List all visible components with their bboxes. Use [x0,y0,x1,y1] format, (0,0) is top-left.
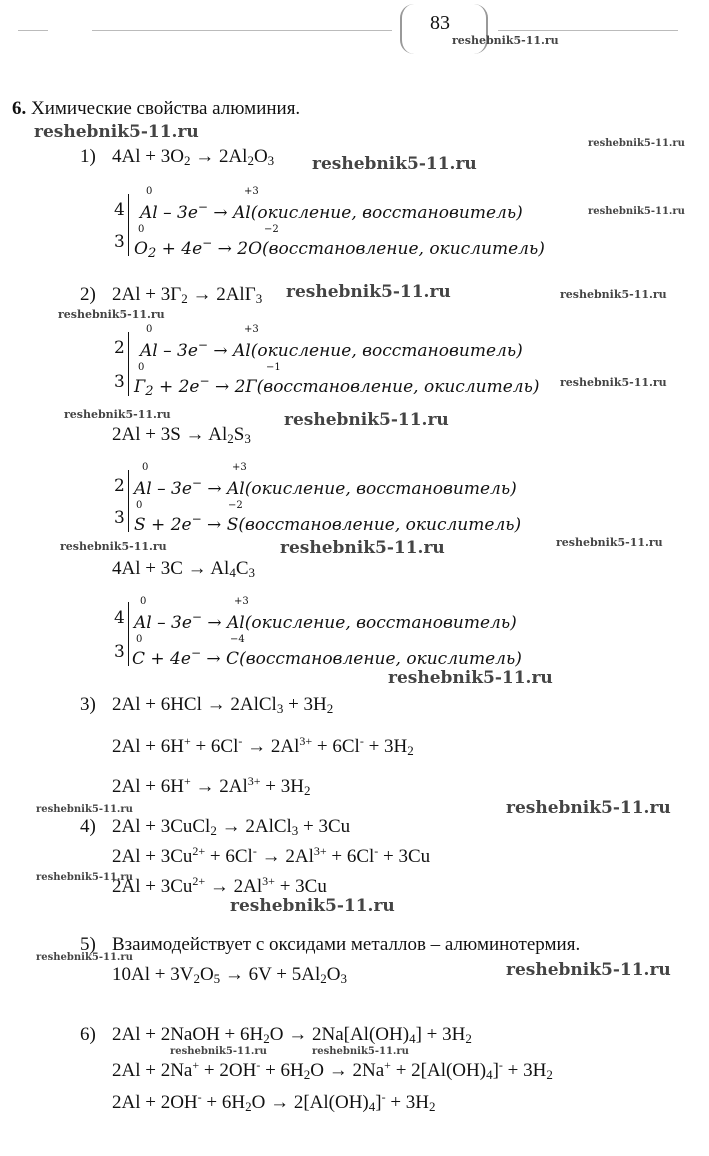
balance-2c-oxidation-line: Al – 3e− → Al(окисление, восстановитель) [134,610,517,633]
balance-2c-ox-state: +3 [234,596,249,607]
balance-1-coef-al: 4 [114,200,125,220]
reaction-3-molecular: 2Al + 6HCl → 2AlCl$_3$ + $3H_2$ [112,694,334,716]
balance-1-ox-state: −2 [264,224,279,235]
balance-2-oxidation-line: Al – 3e− → Al(окисление, восстановитель) [140,338,523,361]
balance-2-coef-al: 2 [114,338,125,358]
oxidation-label: (окисление, восстановитель) [250,203,523,223]
balance-2b-bar [128,470,129,532]
reaction-6-molecular: 2Al + 2NaOH + $6H_2O \to 2Na[Al(OH)_4] + 3H_2$ [112,1024,472,1046]
balance-2-reduction-line: $Г_2 + 2e^-$ → 2Г(восстановление, окислитель) [134,374,540,399]
balance-2-coef-g: 3 [114,372,125,392]
balance-1-ox-state: 0 [146,186,153,197]
reaction-2c-equation: $4Al + 3C \to Al_4C_3$ [112,558,256,580]
watermark: reshebnik5-11.ru [506,798,671,818]
balance-2b-ox-state: 0 [142,462,149,473]
balance-2-ox-state: 0 [146,324,153,335]
watermark: reshebnik5-11.ru [36,952,133,963]
watermark: reshebnik5-11.ru [588,138,685,149]
balance-2c-ox-state: 0 [136,634,143,645]
balance-2b-ox-state: +3 [232,462,247,473]
section-number: 6. [12,98,27,119]
watermark: reshebnik5-11.ru [58,308,165,321]
oxidation-label: (окисление, восстановитель) [250,341,523,361]
balance-2c-bar [128,602,129,666]
reaction-4-short-ionic: $2Al + 3Cu^{2+} \to 2Al^{3+} + 3Cu$ [112,874,327,897]
reduction-label: (восстановление, окислитель) [262,239,545,259]
header-rule-middle [92,30,392,31]
balance-2c-coef-c: 3 [114,642,125,662]
reduction-label: (восстановление, окислитель) [239,649,522,669]
page-number: 83 [430,12,450,34]
balance-2b-ox-state: 0 [136,500,143,511]
balance-1-ox-state: +3 [244,186,259,197]
balance-1-coef-o: 3 [114,232,125,252]
reaction-2-equation: $2Al + 3Г_2 \to 2AlГ_3$ [112,284,263,306]
watermark: reshebnik5-11.ru [230,896,395,916]
reaction-3-full-ionic: $2Al + 6H^+ + 6Cl^- \to 2Al^{3+} + 6Cl^- + 3H_2$ [112,734,414,758]
balance-2b-coef-s: 3 [114,508,125,528]
reaction-6-number: 6) [80,1024,96,1045]
watermark: reshebnik5-11.ru [34,122,199,142]
balance-2b-oxidation-line: Al – 3e− → Al(окисление, восстановитель) [134,476,517,499]
reaction-6-full-ionic: $2Al + 2Na^+ + 2OH^- + 6H_2O \to 2Na^+ + 2[Al(OH)_4]^- + 3H_2$ [112,1058,553,1082]
header-rule-left [18,30,48,31]
header-rule-right [498,30,678,31]
balance-1-bar [128,194,129,256]
reaction-5-number: 5) [80,934,96,955]
balance-2b-reduction-line: S + 2e− → S(восстановление, окислитель) [134,512,522,535]
watermark: reshebnik5-11.ru [280,538,445,558]
watermark: reshebnik5-11.ru [284,410,449,430]
reaction-4-molecular: 2Al + 3CuCl$_2$ → 2AlCl$_3$ + 3Cu [112,816,351,838]
reaction-2-number: 2) [80,284,96,305]
reaction-4-number: 4) [80,816,96,837]
reaction-5-equation: $10Al + 3V_2O_5 \to 6V + 5Al_2O_3$ [112,964,347,986]
section-title: Химические свойства алюминия. [31,98,301,119]
balance-2c-coef-al: 4 [114,608,125,628]
watermark: reshebnik5-11.ru [388,668,553,688]
watermark: reshebnik5-11.ru [560,288,667,301]
oxidation-label: (окисление, восстановитель) [244,613,517,633]
watermark: reshebnik5-11.ru [36,804,133,815]
watermark: reshebnik5-11.ru [286,282,451,302]
reduction-label: (восстановление, окислитель) [256,377,540,397]
watermark: reshebnik5-11.ru [312,1046,409,1057]
watermark: reshebnik5-11.ru [36,872,133,883]
watermark: reshebnik5-11.ru [170,1046,267,1057]
balance-2b-ox-state: −2 [228,500,243,511]
balance-2b-coef-al: 2 [114,476,125,496]
watermark: reshebnik5-11.ru [60,540,167,553]
watermark: reshebnik5-11.ru [506,960,671,980]
reaction-2b-equation: $2Al + 3S \to Al_2S_3$ [112,424,251,446]
reaction-3-number: 3) [80,694,96,715]
balance-2c-ox-state: 0 [140,596,147,607]
balance-2c-reduction-line: C + 4e− → C(восстановление, окислитель) [132,646,522,669]
balance-2-ox-state: −1 [266,362,281,373]
watermark: reshebnik5-11.ru [556,536,663,549]
oxidation-label: (окисление, восстановитель) [244,479,517,499]
balance-2-ox-state: +3 [244,324,259,335]
reduction-label: (восстановление, окислитель) [238,515,522,535]
reaction-6-short-ionic: $2Al + 2OH^- + 6H_2O \to 2[Al(OH)_4]^- + 3H_2$ [112,1090,436,1114]
reaction-1-number: 1) [80,146,96,167]
balance-1-oxidation-line: Al – 3e− → Al(окисление, восстановитель) [140,200,523,223]
reaction-1-equation: $4Al + 3O_2 \to 2Al_2O_3$ [112,146,275,168]
watermark: reshebnik5-11.ru [452,34,559,47]
reaction-4-full-ionic: $2Al + 3Cu^{2+} + 6Cl^- \to 2Al^{3+} + 6Cl^- + 3Cu$ [112,844,431,867]
balance-2-bar [128,332,129,396]
reaction-3-short-ionic: $2Al + 6H^+ \to 2Al^{3+} + 3H_2$ [112,774,311,798]
watermark: reshebnik5-11.ru [64,408,171,421]
watermark: reshebnik5-11.ru [560,376,667,389]
reaction-5-description: Взаимодействует с оксидами металлов – алюминотермия. [112,934,581,955]
watermark: reshebnik5-11.ru [588,206,685,217]
balance-2-ox-state: 0 [138,362,145,373]
section-heading [12,98,300,120]
balance-2c-ox-state: −4 [230,634,245,645]
watermark: reshebnik5-11.ru [312,154,477,174]
balance-1-ox-state: 0 [138,224,145,235]
balance-1-reduction-line: $O_2 + 4e^-$ → 2O(восстановление, окислитель) [134,236,545,261]
